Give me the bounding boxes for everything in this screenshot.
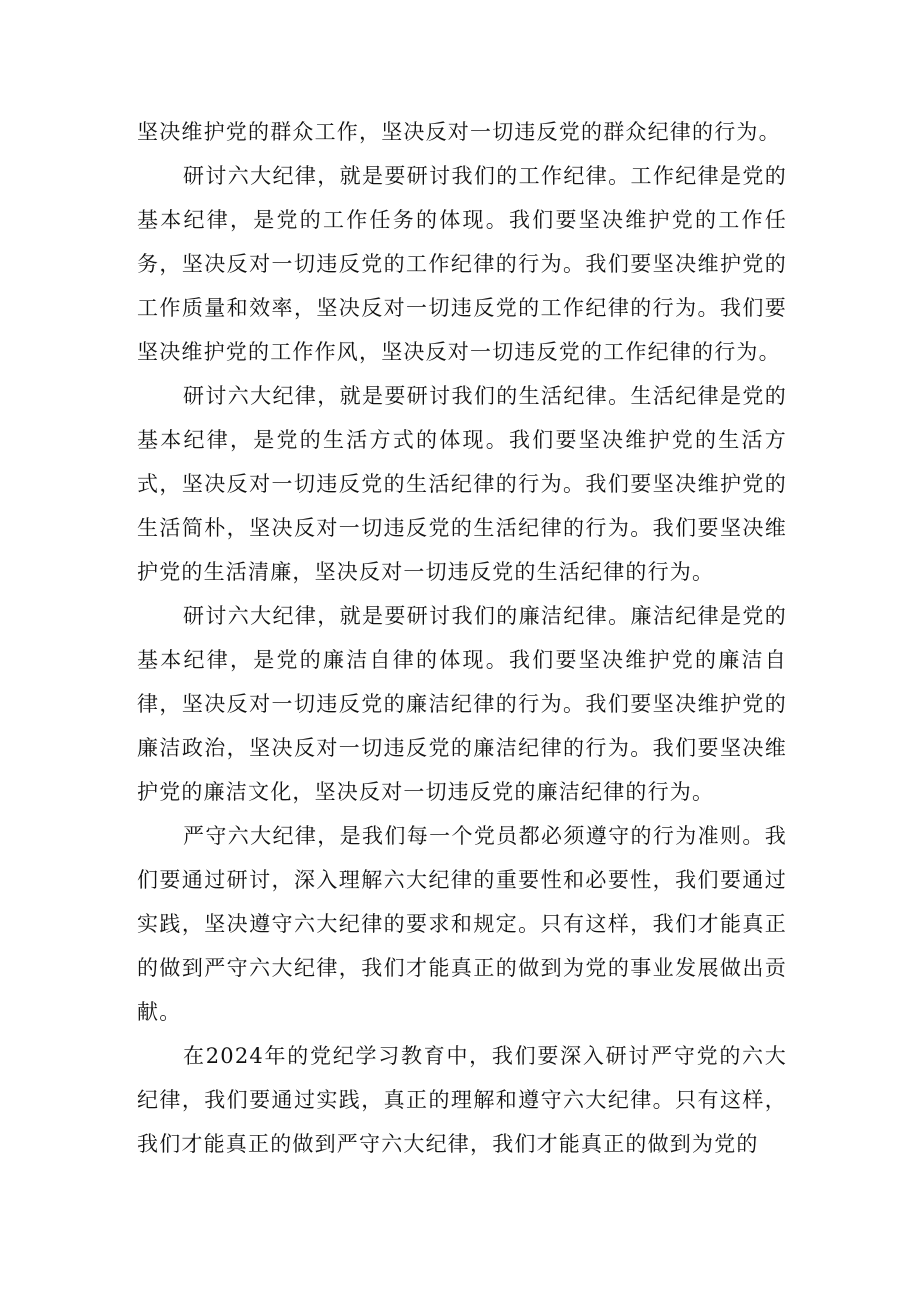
paragraph-integrity-discipline: 研讨六大纪律，就是要研讨我们的廉洁纪律。廉洁纪律是党的基本纪律，是党的廉洁自律的体现。我们要坚决维护党的廉洁自律，坚决反对一切违反党的廉洁纪律的行为。我们要坚决维护党的廉洁政治，坚决反对一切违反党的廉洁纪律的行为。我们要坚决维护党的廉洁文化，坚决反对一切违反党的廉洁纪律的行为。 — [137, 604, 787, 804]
paragraph-work-discipline: 研讨六大纪律，就是要研讨我们的工作纪律。工作纪律是党的基本纪律，是党的工作任务的体现。我们要坚决维护党的工作任务，坚决反对一切违反党的工作纪律的行为。我们要坚决维护党的工作质量和效率，坚决反对一切违反党的工作纪律的行为。我们要坚决维护党的工作作风，坚决反对一切违反党的工作纪律的行为。 — [137, 164, 787, 364]
paragraph-strict-observance: 严守六大纪律，是我们每一个党员都必须遵守的行为准则。我们要通过研讨，深入理解六大纪律的重要性和必要性，我们要通过实践，坚决遵守六大纪律的要求和规定。只有这样，我们才能真正的做到严守六大纪律，我们才能真正的做到为党的事业发展做出贡献。 — [137, 824, 787, 1024]
document-body — [137, 110, 787, 1166]
paragraph-2024-education: 在2024年的党纪学习教育中，我们要深入研讨严守党的六大纪律，我们要通过实践，真正的理解和遵守六大纪律。只有这样，我们才能真正的做到严守六大纪律，我们才能真正的做到为党的 — [137, 1044, 787, 1156]
paragraph-continuation: 坚决维护党的群众工作，坚决反对一切违反党的群众纪律的行为。 — [137, 120, 781, 144]
paragraph-life-discipline: 研讨六大纪律，就是要研讨我们的生活纪律。生活纪律是党的基本纪律，是党的生活方式的体现。我们要坚决维护党的生活方式，坚决反对一切违反党的生活纪律的行为。我们要坚决维护党的生活简朴，坚决反对一切违反党的生活纪律的行为。我们要坚决维护党的生活清廉，坚决反对一切违反党的生活纪律的行为。 — [137, 384, 787, 584]
